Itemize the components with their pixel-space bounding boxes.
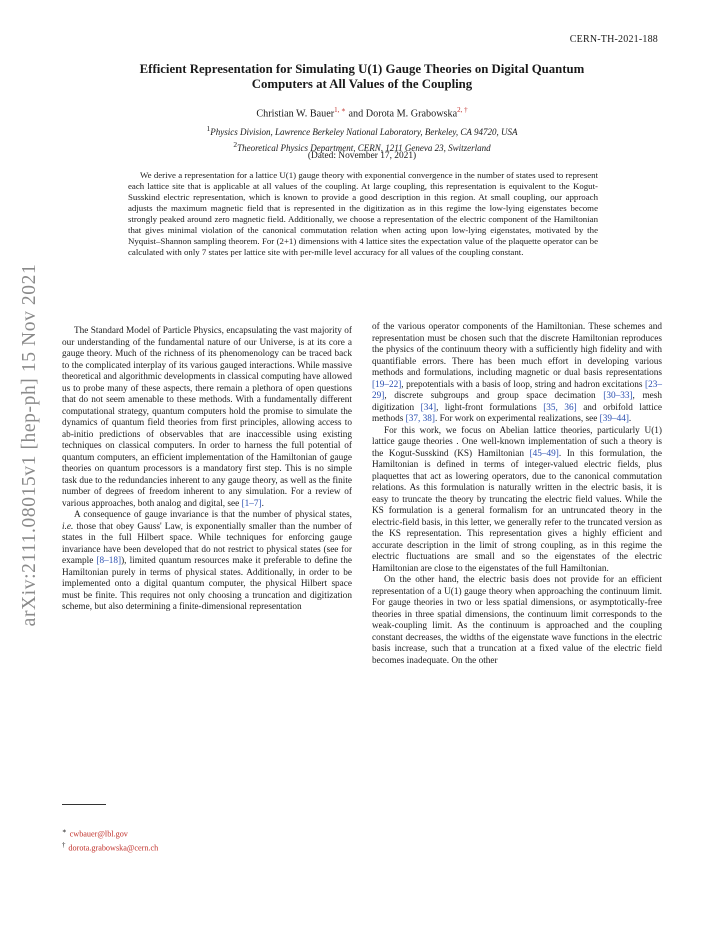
date-line: (Dated: November 17, 2021) (307, 151, 417, 161)
footnotes (62, 826, 158, 853)
author-connector: and (345, 108, 366, 120)
paragraph-text: . In this formulation, the Hamiltonian is defined in terms of integer-valued electric fields, plus plaquettes that act as lowering operators, due to the canonical commutation relations. As this formulation is naturally written in the electric basis, it is easy to truncate the theory by truncating the electric field values. While the KS formulation is a general formalism for an untruncated theory in the electric-field basis, in this letter, we generally refer to the truncated version as the KS representation. This representation gives a highly efficient and accurate description in the limit of strong coupling, as in this regime the electric fluctuations are small and so the eigenstates of the electric Hamiltonian are close to the eigenstates of the full Hamiltonian. (372, 448, 662, 574)
arxiv-stamp (7, 245, 53, 645)
affiliation-1-text: Physics Division, Lawrence Berkeley National Laboratory, Berkeley, CA 94720, USA (210, 127, 518, 137)
citation-link[interactable]: [8–18] (96, 556, 122, 566)
citation-link[interactable]: [1–7] (241, 498, 262, 509)
citation-link[interactable]: [34] (420, 402, 437, 413)
author-list (62, 106, 662, 119)
footnote-divider (62, 804, 106, 805)
affiliation-1 (62, 123, 662, 139)
author-1: Christian W. Bauer (256, 108, 335, 120)
author-2: Dorota M. Grabowska (365, 108, 458, 120)
citation-link[interactable]: [23–29] (372, 379, 662, 401)
citation-link[interactable]: [37, 38] (405, 414, 435, 424)
affiliation-2-num: 2 (233, 139, 238, 149)
affiliation-1-num: 1 (206, 124, 211, 133)
paragraph-text: and orbifold lattice methods (372, 402, 662, 424)
footnote-1-mark: ∗ (62, 828, 67, 835)
abstract: We derive a representation for a lattice U(1) gauge theory with exponential convergence in the number of states used to represent each lattice site that is applicable at all values of the coupling. At large coupling, this representation is equivalent to the Kogut-Susskind electric representation, which is known to provide a good description in this region. At small coupling, our approach adjusts the maximum magnetic field that is represented in the digitization as in this regime the low-lying eigenstates become strongly peaked around zero magnetic field. Additionally, we choose a representation of the electric component of the Hamiltonian that gives minimal violation of the canonical commutation relation when acting upon low-lying eigenstates, motivated by the Nyquist–Shannon sampling theorem. For (2+1) dimensions with 4 lattice sites the expectation value of the plaquette operator can be calculated with only 7 states per lattice site with per-mille level accuracy for all values of the coupling constant. (128, 170, 598, 258)
arxiv-stamp-text: arXiv:2111.08015v1 [hep-ph] 15 Nov 2021 (19, 263, 40, 627)
paragraph: On the other hand, the electric basis does not provide for an efficient representation of a U(1) gauge theory when approaching the continuum limit. For gauge theories in two or less spatial dimensions, or asymptotically-free theories in three spatial dimensions, the continuum limit corresponds to the weak-coupling limit. As the continuum is approached and the coupling constant decreases, the widths of the eigenstate wave functions in the electric basis increase, such that a truncation at a fixed value of the electric field becomes inadequate. On the other (372, 575, 662, 666)
paragraph-text: The Standard Model of Particle Physics, encapsulating the vast majority of our understanding of the fundamental nature of our Universe, is at its core a gauge theory. Much of the richness of its phenomenology can be traced back to the complicated interplay of its various gauged interactions. While massive theoretical and algorithmic developments in classical computing have allowed us to probe many of these aspects, there remain a plethora of open questions that do not seem amenable to these methods. With a fundamentally different computational strategy, quantum computers hold the promise to simulate the dynamics of quantum field theories from first principles, allowing access to ab-initio predictions of observables that are inaccessible using existing techniques on classical computers. In order to harness the full potential of quantum computers, an efficient implementation of the Hamiltonian of gauge theories on quantum processors is a mandatory first step. This is no simple task due to the redundancies inherent to any gauge theory, as well as the finite number of degrees of freedom inherent to any simulation. For a review of various approaches, both analog and digital, see (62, 326, 352, 509)
citation-link[interactable]: [35, 36] (543, 402, 577, 413)
footnote-2 (62, 840, 158, 854)
paragraph-text: of the various operator components of the Hamiltonian. These schemes and representation must be chosen such that the discrete Hamiltonian reproduces the physics of the continuum theory with a sufficiently high fidelity and with quantifiable errors. There has been much effort in developing various methods and formulations, including magnetic or dual basis representations (372, 322, 662, 378)
author-1-mark[interactable]: 1, ∗ (334, 106, 346, 114)
paragraph-text: A consequence of gauge invariance is that the number of physical states, (74, 510, 352, 520)
citation-link[interactable]: [19–22] (372, 379, 402, 390)
body-column-right (372, 322, 662, 667)
citation-link[interactable]: [45–49] (529, 448, 559, 459)
paragraph-text: , light-front formulations (436, 402, 544, 413)
citation-link[interactable]: [30–33] (603, 391, 633, 401)
affiliations (62, 123, 662, 154)
footnote-2-mark: † (62, 841, 66, 849)
paragraph-text: , mesh digitization (372, 391, 662, 413)
report-number: CERN-TH-2021-188 (569, 34, 658, 45)
paragraph-text: those that obey Gauss' Law, is exponentially smaller than the number of states in the full Hilbert space. While techniques for enforcing gauge invariance have been developed that do not restrict to physical states (see for example (62, 521, 352, 566)
paragraph (372, 322, 662, 426)
paragraph-text: . (628, 414, 632, 424)
author-2-mark[interactable]: 2, † (457, 106, 468, 114)
paragraph (62, 510, 352, 614)
citation-link[interactable]: [39–44] (599, 414, 629, 424)
body-column-left (62, 326, 352, 614)
footnote-1-email-link[interactable]: cwbauer@lbl.gov (69, 829, 128, 839)
footnote-2-email-link[interactable]: dorota.grabowska@cern.ch (68, 843, 159, 853)
paper-title (62, 62, 662, 92)
paragraph-text: , prepotentials with a basis of loop, string and hadron excitations (401, 379, 646, 390)
footnote-1 (62, 826, 158, 840)
affiliation-2-text: Theoretical Physics Department, CERN, 1211 Geneva 23, Switzerland (237, 142, 491, 153)
emphasis-text: i.e. (62, 521, 74, 532)
title-line-2: Computers at All Values of the Coupling (251, 77, 473, 91)
paragraph-text: , discrete subgroups and group space decimation (384, 391, 604, 401)
title-line-1: Efficient Representation for Simulating U(1) Gauge Theories on Digital Quantum (139, 62, 585, 76)
paragraph-text: . (261, 498, 264, 509)
paragraph (62, 326, 352, 510)
paragraph (372, 426, 662, 576)
paragraph-text: . For work on experimental realizations, see (434, 414, 600, 424)
paragraph-text: For this work, we focus on Abelian lattice theories, particularly U(1) lattice gauge theories . One well-known implementation of such a theory is the Kogut-Susskind (KS) Hamiltonian (372, 425, 662, 459)
paragraph-text: ), limited quantum resources make it preferable to define the Hamiltonian purely in terms of physical states. Additionally, in order to be implemented onto a digital quantum computer, the physical Hilbert space must be finite. This requires not only choosing a truncation and digitization scheme, but also determining a finite-dimensional representation (62, 556, 352, 612)
